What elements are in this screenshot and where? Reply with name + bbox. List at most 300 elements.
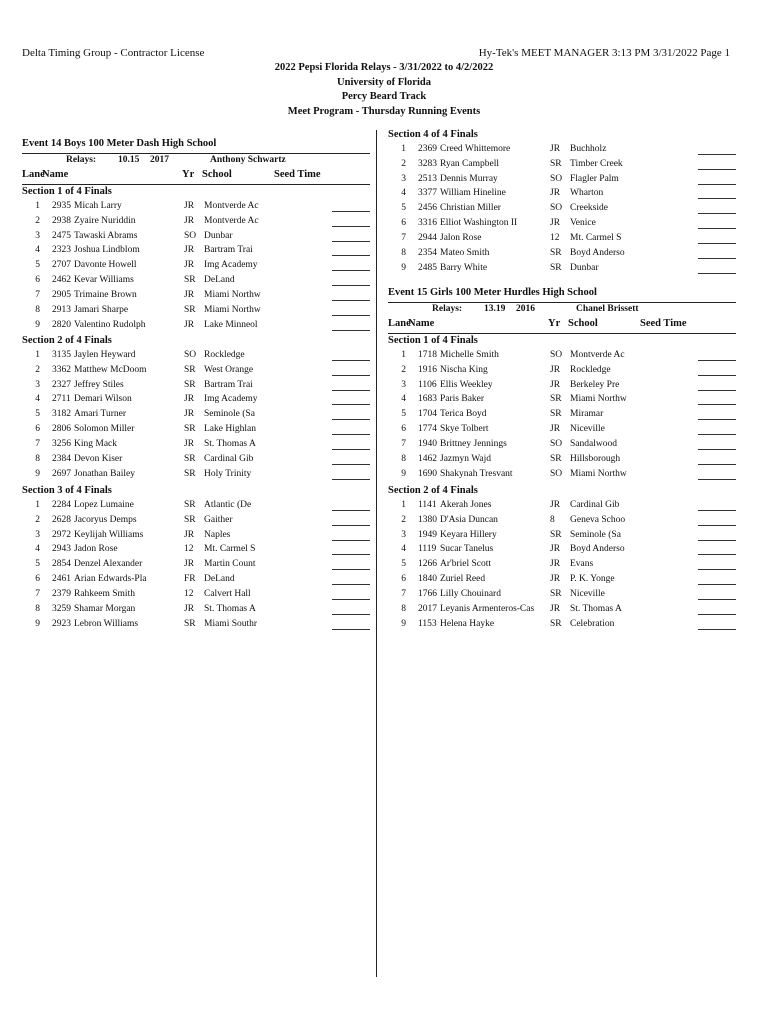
seed-time-blank [698, 569, 736, 570]
lane-number: 5 [401, 409, 406, 420]
record-year: 2017 [150, 155, 169, 165]
athlete-year: JR [184, 529, 195, 540]
lane-number: 4 [401, 544, 406, 555]
entry-row [388, 530, 736, 544]
seed-time-blank [332, 404, 370, 405]
competitor-number: 3362 [52, 364, 71, 375]
section-title: Section 1 of 4 Finals [388, 335, 478, 346]
competitor-number: 2820 [52, 319, 71, 330]
entry-row [388, 619, 736, 633]
school-name: Montverde Ac [570, 349, 625, 360]
athlete-name: Akerah Jones [440, 499, 492, 510]
entry-row [22, 424, 370, 438]
seed-time-blank [698, 198, 736, 199]
seed-time-blank [698, 390, 736, 391]
school-name: Flagler Palm [570, 173, 619, 184]
lane-number: 7 [401, 438, 406, 449]
competitor-number: 3182 [52, 409, 71, 420]
lane-number: 5 [35, 260, 40, 271]
competitor-number: 1119 [418, 544, 437, 555]
entry-row [388, 174, 736, 188]
athlete-year: SR [184, 424, 196, 435]
column-lane: Lane [388, 318, 411, 329]
entry-row [388, 439, 736, 453]
lane-number: 5 [35, 559, 40, 570]
program-title: Meet Program - Thursday Running Events [287, 105, 481, 117]
competitor-number: 2938 [52, 215, 71, 226]
event-rule [388, 302, 736, 303]
seed-time-blank [332, 226, 370, 227]
lane-number: 9 [401, 618, 406, 629]
competitor-number: 1380 [418, 514, 437, 525]
venue-university: University of Florida [337, 76, 431, 88]
school-name: Miramar [570, 409, 604, 420]
athlete-year: JR [550, 574, 561, 585]
school-name: Lake Minneol [204, 319, 258, 330]
lane-number: 2 [35, 514, 40, 525]
school-name: Holy Trinity [204, 468, 252, 479]
entry-row [388, 159, 736, 173]
competitor-number: 2369 [418, 143, 437, 154]
lane-number: 9 [35, 319, 40, 330]
entry-row [22, 394, 370, 408]
header-left: Delta Timing Group - Contractor License [22, 47, 205, 59]
athlete-name: Zuriel Reed [440, 574, 486, 585]
athlete-year: 12 [184, 544, 194, 555]
seed-time-blank [698, 540, 736, 541]
competitor-number: 1690 [418, 468, 437, 479]
entry-row [388, 574, 736, 588]
lane-number: 6 [35, 574, 40, 585]
athlete-name: Terica Boyd [440, 409, 487, 420]
seed-time-blank [698, 243, 736, 244]
seed-time-blank [332, 419, 370, 420]
school-name: Img Academy [204, 260, 258, 271]
seed-time-blank [698, 434, 736, 435]
competitor-number: 2943 [52, 544, 71, 555]
competitor-number: 1683 [418, 394, 437, 405]
competitor-number: 2944 [418, 232, 437, 243]
athlete-year: SO [550, 349, 563, 360]
competitor-number: 2707 [52, 260, 71, 271]
athlete-year: JR [550, 424, 561, 435]
lane-number: 1 [35, 200, 40, 211]
record-year: 2016 [516, 304, 535, 314]
athlete-name: Jonathan Bailey [74, 468, 135, 479]
lane-number: 8 [35, 304, 40, 315]
seed-time-blank [332, 614, 370, 615]
competitor-number: 2485 [418, 262, 437, 273]
athlete-year: FR [184, 574, 196, 585]
athlete-year: JR [550, 603, 561, 614]
athlete-year: SR [550, 453, 562, 464]
athlete-name: Paris Baker [440, 394, 485, 405]
competitor-number: 2935 [52, 200, 71, 211]
seed-time-blank [332, 599, 370, 600]
seed-time-blank [332, 300, 370, 301]
school-name: Seminole (Sa [570, 529, 621, 540]
lane-number: 6 [35, 424, 40, 435]
lane-number: 2 [35, 215, 40, 226]
entry-row [22, 216, 370, 230]
lane-number: 1 [401, 143, 406, 154]
competitor-number: 2806 [52, 424, 71, 435]
entry-row [388, 188, 736, 202]
seed-time-blank [332, 315, 370, 316]
lane-number: 1 [401, 349, 406, 360]
seed-time-blank [698, 525, 736, 526]
competitor-number: 2384 [52, 453, 71, 464]
school-name: Timber Creek [570, 158, 623, 169]
school-name: Niceville [570, 588, 605, 599]
lane-number: 3 [401, 529, 406, 540]
competitor-number: 2017 [418, 603, 437, 614]
athlete-year: JR [184, 319, 195, 330]
competitor-number: 2456 [418, 203, 437, 214]
seed-time-blank [698, 554, 736, 555]
athlete-name: Kevar Williams [74, 275, 134, 286]
entry-row [388, 394, 736, 408]
athlete-name: Leyanis Armenteros-Cas [440, 603, 535, 614]
seed-time-blank [698, 258, 736, 259]
school-name: DeLand [204, 275, 235, 286]
lane-number: 5 [401, 559, 406, 570]
school-name: Seminole (Sa [204, 409, 255, 420]
seed-time-blank [332, 464, 370, 465]
entry-row [388, 469, 736, 483]
event-title: Event 15 Girls 100 Meter Hurdles High School [388, 287, 597, 298]
section-title: Section 2 of 4 Finals [22, 335, 112, 346]
athlete-year: SR [550, 618, 562, 629]
entry-row [22, 290, 370, 304]
entry-row [388, 350, 736, 364]
school-name: Mt. Carmel S [570, 232, 622, 243]
athlete-name: Skye Tolbert [440, 424, 489, 435]
athlete-name: Amari Turner [74, 409, 126, 420]
school-name: Rockledge [204, 349, 245, 360]
athlete-year: JR [184, 394, 195, 405]
record-label: Relays: [432, 304, 463, 314]
school-name: St. Thomas A [204, 603, 256, 614]
seed-time-blank [332, 629, 370, 630]
entry-row [22, 409, 370, 423]
competitor-number: 2513 [418, 173, 437, 184]
lane-number: 8 [35, 453, 40, 464]
competitor-number: 2475 [52, 230, 71, 241]
lane-number: 2 [401, 364, 406, 375]
seed-time-blank [332, 360, 370, 361]
lane-number: 8 [401, 247, 406, 258]
athlete-name: Denzel Alexander [74, 559, 143, 570]
athlete-name: Keyara Hillery [440, 529, 497, 540]
competitor-number: 1266 [418, 559, 437, 570]
athlete-year: JR [550, 379, 561, 390]
lane-number: 1 [35, 349, 40, 360]
school-name: Montverde Ac [204, 215, 259, 226]
meet-titles [0, 61, 768, 119]
school-name: Hillsborough [570, 453, 621, 464]
athlete-name: Joshua Lindblom [74, 245, 140, 256]
lane-number: 4 [35, 394, 40, 405]
entry-row [388, 248, 736, 262]
athlete-name: Valentino Rudolph [74, 319, 146, 330]
competitor-number: 2905 [52, 289, 71, 300]
entry-row [22, 469, 370, 483]
athlete-name: Helena Hayke [440, 618, 495, 629]
lane-number: 7 [401, 588, 406, 599]
school-name: Bartram Trai [204, 245, 253, 256]
entry-row [22, 260, 370, 274]
athlete-name: Jalon Rose [440, 232, 482, 243]
competitor-number: 2323 [52, 245, 71, 256]
entry-row [388, 380, 736, 394]
entry-row [388, 365, 736, 379]
competitor-number: 1949 [418, 529, 437, 540]
athlete-year: SR [184, 364, 196, 375]
record-mark: 10.15 [118, 155, 140, 165]
athlete-name: Ellis Weekley [440, 379, 493, 390]
entry-row [22, 305, 370, 319]
competitor-number: 1766 [418, 588, 437, 599]
lane-number: 4 [401, 394, 406, 405]
entry-row [22, 454, 370, 468]
seed-time-blank [698, 614, 736, 615]
entry-row [22, 231, 370, 245]
athlete-name: Matthew McDoom [74, 364, 147, 375]
athlete-name: Brittney Jennings [440, 438, 507, 449]
lane-number: 7 [401, 232, 406, 243]
school-name: P. K. Yonge [570, 574, 615, 585]
column-name: Name [42, 169, 69, 180]
school-name: Miami Northw [570, 394, 627, 405]
meet-title: 2022 Pepsi Florida Relays - 3/31/2022 to 4/2/2022 [274, 62, 494, 73]
athlete-year: JR [550, 364, 561, 375]
column-divider [376, 130, 377, 977]
athlete-name: Demari Wilson [74, 394, 132, 405]
athlete-year: 12 [550, 232, 560, 243]
school-name: West Orange [204, 364, 254, 375]
athlete-name: Keylijah Williams [74, 529, 144, 540]
athlete-name: Dennis Murray [440, 173, 498, 184]
athlete-name: Sucar Tanelus [440, 544, 494, 555]
competitor-number: 1462 [418, 453, 437, 464]
seed-time-blank [698, 184, 736, 185]
athlete-name: Lilly Chouinard [440, 588, 501, 599]
lane-number: 6 [401, 574, 406, 585]
athlete-name: Rahkeem Smith [74, 588, 135, 599]
lane-number: 4 [35, 544, 40, 555]
seed-time-blank [698, 273, 736, 274]
athlete-name: Davonte Howell [74, 260, 137, 271]
lane-number: 6 [401, 424, 406, 435]
seed-time-blank [698, 449, 736, 450]
seed-time-blank [332, 569, 370, 570]
lane-number: 7 [35, 289, 40, 300]
school-name: Wharton [570, 188, 604, 199]
lane-number: 3 [35, 529, 40, 540]
athlete-year: JR [184, 438, 195, 449]
school-name: Buchholz [570, 143, 607, 154]
entry-row [388, 544, 736, 558]
entry-row [388, 500, 736, 514]
seed-time-blank [332, 270, 370, 271]
seed-time-blank [332, 554, 370, 555]
athlete-year: JR [550, 188, 561, 199]
competitor-number: 2854 [52, 559, 71, 570]
record-label: Relays: [66, 155, 97, 165]
lane-number: 5 [401, 203, 406, 214]
seed-time-blank [698, 375, 736, 376]
school-name: Bartram Trai [204, 379, 253, 390]
athlete-name: Nischa King [440, 364, 488, 375]
competitor-number: 3256 [52, 438, 71, 449]
lane-number: 9 [401, 262, 406, 273]
athlete-name: William Hineline [440, 188, 506, 199]
athlete-name: Lebron Williams [74, 618, 139, 629]
seed-time-blank [332, 479, 370, 480]
school-name: St. Thomas A [570, 603, 622, 614]
athlete-name: Mateo Smith [440, 247, 490, 258]
competitor-number: 2972 [52, 529, 71, 540]
lane-number: 1 [35, 499, 40, 510]
athlete-name: Jeffrey Stiles [74, 379, 124, 390]
lane-number: 4 [35, 245, 40, 256]
athlete-name: Ryan Campbell [440, 158, 499, 169]
athlete-name: Creed Whittemore [440, 143, 511, 154]
lane-number: 7 [35, 438, 40, 449]
lane-number: 2 [401, 514, 406, 525]
entry-row [22, 275, 370, 289]
competitor-number: 2711 [52, 394, 71, 405]
athlete-year: JR [184, 603, 195, 614]
entry-row [388, 454, 736, 468]
column-school: School [202, 169, 232, 180]
seed-time-blank [332, 525, 370, 526]
athlete-name: Ar'briel Scott [440, 559, 492, 570]
school-name: Cardinal Gib [570, 499, 620, 510]
athlete-year: SR [184, 468, 196, 479]
lane-number: 2 [401, 158, 406, 169]
competitor-number: 1940 [418, 438, 437, 449]
athlete-year: SR [184, 453, 196, 464]
venue-track: Percy Beard Track [341, 91, 427, 102]
lane-number: 9 [35, 618, 40, 629]
lane-number: 5 [35, 409, 40, 420]
school-name: St. Thomas A [204, 438, 256, 449]
seed-time-blank [698, 419, 736, 420]
competitor-number: 1704 [418, 409, 437, 420]
entry-row [22, 380, 370, 394]
entry-row [388, 144, 736, 158]
athlete-year: SR [184, 618, 196, 629]
entry-row [22, 350, 370, 364]
athlete-year: JR [184, 559, 195, 570]
seed-time-blank [332, 285, 370, 286]
athlete-name: Trimaine Brown [74, 289, 137, 300]
athlete-year: SO [550, 438, 563, 449]
seed-time-blank [698, 154, 736, 155]
competitor-number: 2354 [418, 247, 437, 258]
athlete-year: JR [184, 409, 195, 420]
lane-number: 3 [401, 379, 406, 390]
athlete-year: SR [550, 588, 562, 599]
entry-row [22, 574, 370, 588]
header-right: Hy-Tek's MEET MANAGER 3:13 PM 3/31/2022 Page 1 [478, 47, 730, 59]
competitor-number: 2327 [52, 379, 71, 390]
column-header [22, 169, 370, 185]
athlete-year: 8 [550, 514, 555, 525]
school-name: Montverde Ac [204, 200, 259, 211]
competitor-number: 2284 [52, 499, 71, 510]
athlete-name: Jacoryus Demps [74, 514, 137, 525]
competitor-number: 3316 [418, 218, 437, 229]
athlete-name: Devon Kiser [74, 453, 123, 464]
athlete-name: Shamar Morgan [74, 603, 136, 614]
athlete-year: SR [550, 158, 562, 169]
school-name: Boyd Anderso [570, 247, 625, 258]
competitor-number: 2462 [52, 275, 71, 286]
entry-row [22, 320, 370, 334]
lane-number: 9 [401, 468, 406, 479]
competitor-number: 1916 [418, 364, 437, 375]
entry-row [388, 604, 736, 618]
entry-row [388, 589, 736, 603]
seed-time-blank [332, 510, 370, 511]
lane-number: 8 [401, 453, 406, 464]
lane-number: 8 [401, 603, 406, 614]
entry-row [388, 233, 736, 247]
athlete-year: SO [184, 230, 197, 241]
section-title: Section 3 of 4 Finals [22, 485, 112, 496]
seed-time-blank [698, 510, 736, 511]
athlete-name: Micah Larry [74, 200, 122, 211]
athlete-name: Solomon Miller [74, 424, 135, 435]
athlete-year: SR [184, 499, 196, 510]
school-name: Dunbar [570, 262, 599, 273]
athlete-year: SR [550, 394, 562, 405]
school-name: Martin Count [204, 559, 256, 570]
athlete-year: SR [550, 529, 562, 540]
seed-time-blank [332, 434, 370, 435]
entry-row [388, 515, 736, 529]
athlete-year: JR [184, 289, 195, 300]
lane-number: 3 [401, 173, 406, 184]
athlete-year: JR [550, 218, 561, 229]
athlete-year: JR [184, 200, 195, 211]
athlete-name: Jazmyn Wajd [440, 453, 492, 464]
column-name: Name [408, 318, 435, 329]
athlete-year: JR [184, 245, 195, 256]
competitor-number: 2913 [52, 304, 71, 315]
athlete-year: JR [184, 215, 195, 226]
record-mark: 13.19 [484, 304, 506, 314]
athlete-name: Zyaire Nuriddin [74, 215, 136, 226]
seed-time-blank [332, 540, 370, 541]
lane-number: 3 [35, 379, 40, 390]
entry-row [22, 201, 370, 215]
athlete-year: JR [550, 544, 561, 555]
school-name: Evans [570, 559, 594, 570]
seed-time-blank [332, 241, 370, 242]
athlete-year: SR [184, 304, 196, 315]
athlete-name: D'Asia Duncan [440, 514, 498, 525]
competitor-number: 1774 [418, 424, 437, 435]
seed-time-blank [332, 255, 370, 256]
school-name: Mt. Carmel S [204, 544, 256, 555]
athlete-year: SO [550, 468, 563, 479]
athlete-name: Lopez Lumaine [74, 499, 134, 510]
entry-row [22, 365, 370, 379]
